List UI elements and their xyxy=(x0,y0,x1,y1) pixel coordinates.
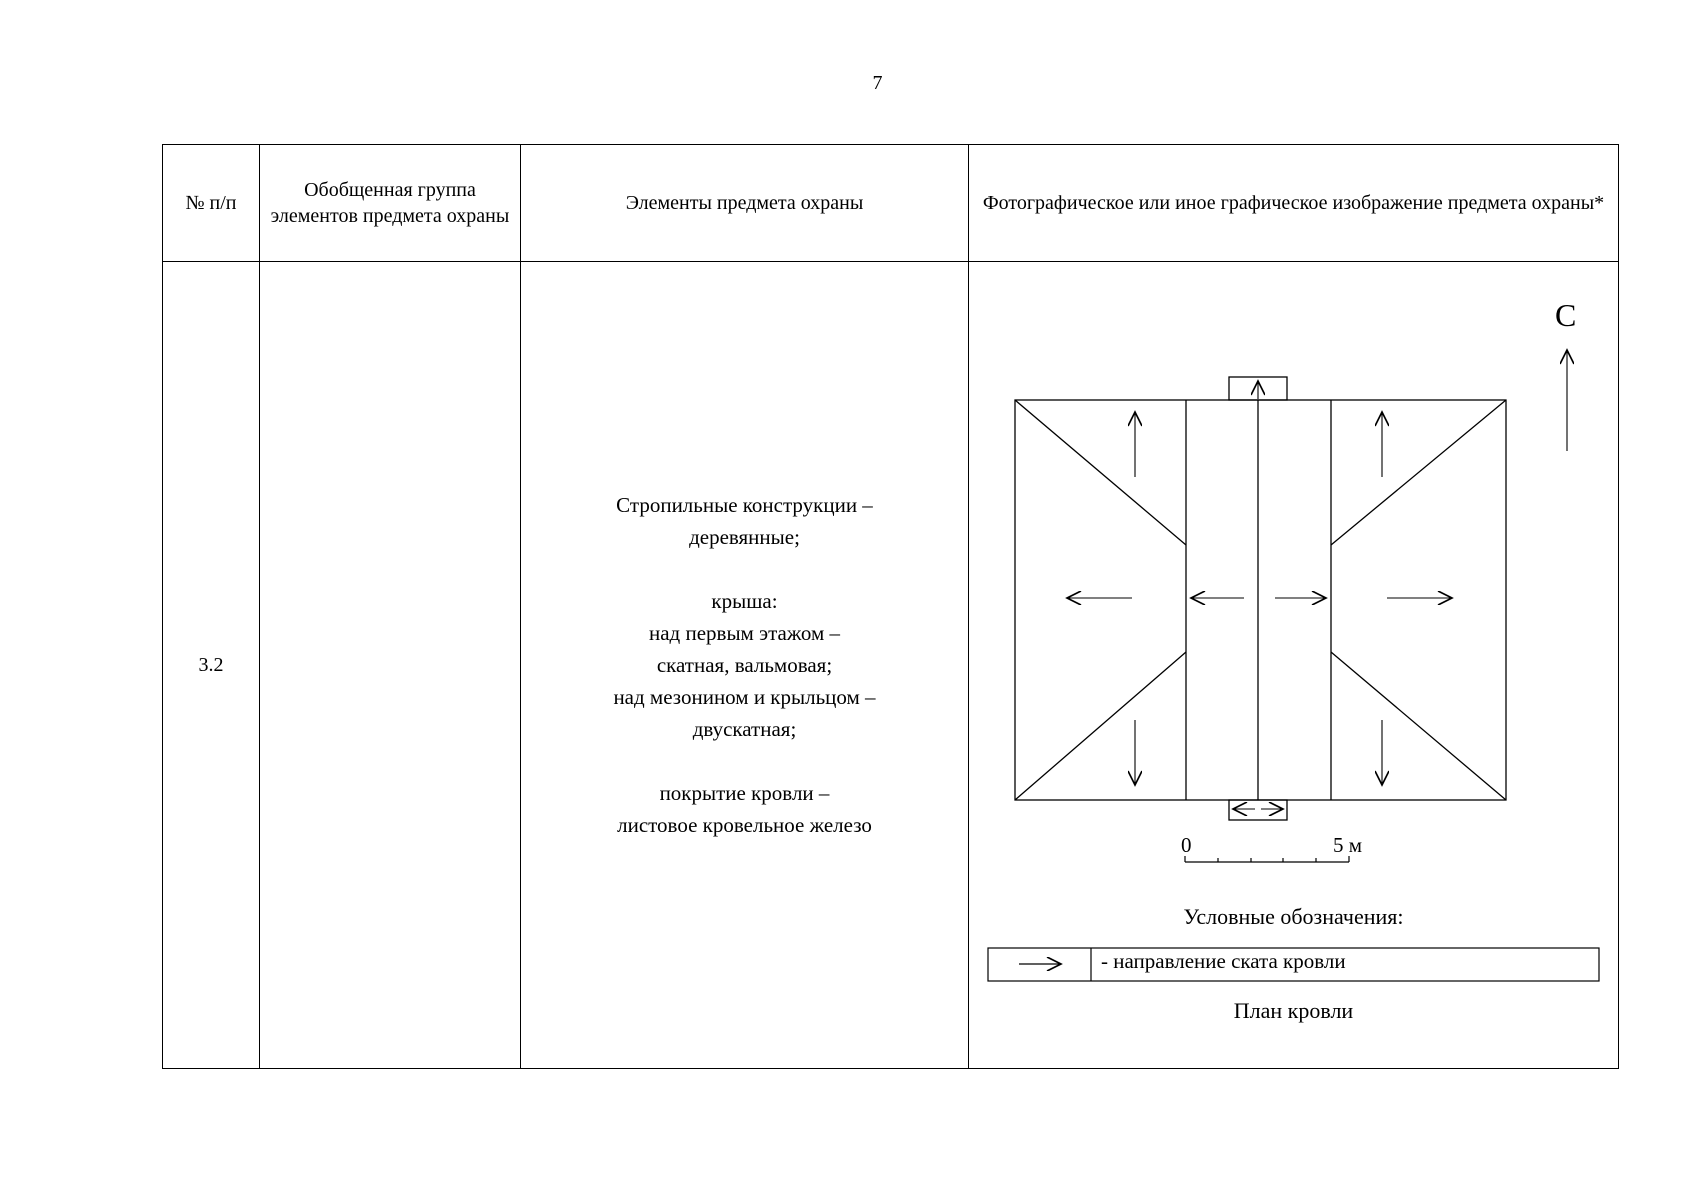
header-group: Обобщенная группа элементов предмета охраны xyxy=(260,145,521,262)
elements-line: над первым этажом – xyxy=(648,621,840,645)
table-row xyxy=(163,262,1619,1069)
header-image: Фотографическое или иное графическое изображение предмета охраны* xyxy=(969,145,1619,262)
hip-line xyxy=(1331,652,1506,800)
hip-line xyxy=(1015,652,1186,800)
header-number: № п/п xyxy=(163,145,260,262)
elements-line: листовое кровельное железо xyxy=(617,813,872,837)
elements-line: крыша: xyxy=(711,589,778,613)
north-label: С xyxy=(1555,297,1577,333)
row-group xyxy=(260,262,521,1069)
scale-label-five: 5 м xyxy=(1333,833,1363,857)
legend-title: Условные обозначения: xyxy=(1183,904,1404,929)
hip-line xyxy=(1015,400,1186,545)
porch-bottom xyxy=(1229,800,1287,820)
elements-text xyxy=(521,489,968,841)
elements-line: скатная, вальмовая; xyxy=(656,653,833,677)
roof-outline xyxy=(1015,400,1506,800)
plan-title: План кровли xyxy=(1233,998,1354,1023)
elements-line: Стропильные конструкции – xyxy=(616,493,873,517)
header-elements: Элементы предмета охраны xyxy=(521,145,969,262)
elements-line: двускатная; xyxy=(692,717,797,741)
table-header-row xyxy=(163,145,1619,262)
roof-plan-drawing xyxy=(969,262,1618,1068)
page-number: 7 xyxy=(872,72,883,94)
row-image xyxy=(969,262,1619,1069)
protection-table xyxy=(162,144,1619,1069)
scale-label-zero: 0 xyxy=(1181,833,1192,857)
row-elements xyxy=(521,262,969,1069)
hip-line xyxy=(1331,400,1506,545)
elements-line: деревянные; xyxy=(689,525,800,549)
row-number: 3.2 xyxy=(163,262,260,1069)
legend-text: - направление ската кровли xyxy=(1101,949,1346,973)
elements-line: над мезонином и крыльцом – xyxy=(613,685,876,709)
elements-line: покрытие кровли – xyxy=(659,781,830,805)
